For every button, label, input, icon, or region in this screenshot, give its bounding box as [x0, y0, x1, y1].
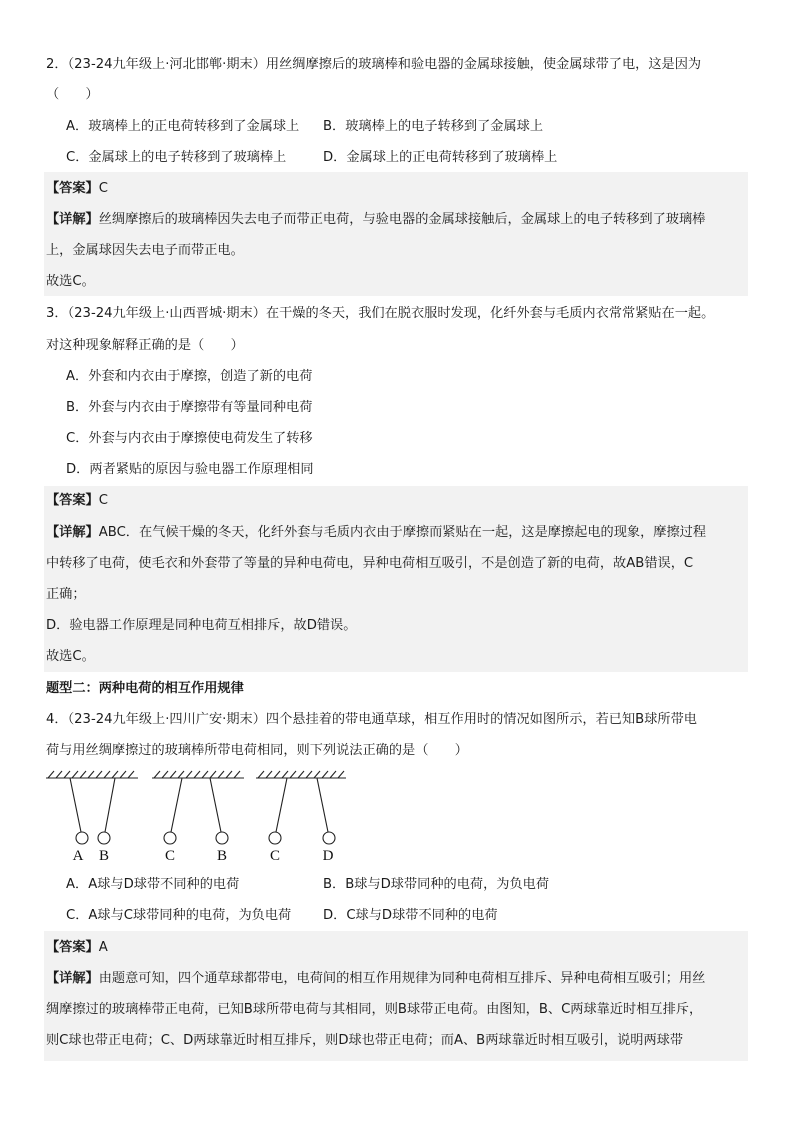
ceiling-hatch-2 — [154, 771, 240, 778]
q2-option-b: B．玻璃棒上的电子转移到了金属球上 — [323, 119, 544, 134]
q3-detail-line1 — [46, 524, 756, 542]
q4-stem-line2: 荷与用丝绸摩擦过的玻璃棒所带电荷相同，则下列说法正确的是（ ） — [46, 743, 468, 758]
q3-answer — [46, 492, 756, 510]
q3-detail-line3: 正确； — [46, 587, 86, 602]
figure-label-a: A — [72, 848, 84, 864]
figure-label-b: B — [216, 848, 228, 864]
string-b-2 — [210, 778, 221, 832]
figure-label-d: D — [322, 848, 334, 864]
q4-stem-line1: 4．（23-24九年级上·四川广安·期末）四个悬挂着的带电通草球，相互作用时的情况如图所示，若已知B球所带电 — [46, 712, 697, 727]
string-d — [317, 778, 328, 832]
answer-value: C — [98, 493, 108, 508]
ball-c-2 — [269, 832, 281, 844]
figure-label-c: C — [269, 848, 281, 864]
q4-option-b: B．B球与D球带同种的电荷，为负电荷 — [323, 877, 550, 892]
answer-value: A — [98, 940, 108, 955]
q4-option-a: A．A球与D球带不同种的电荷 — [66, 877, 240, 892]
q4-detail-line2: 绸摩擦过的玻璃棒带正电荷，已知B球所带电荷与其相同，则B球带正电荷。由图知，B、C两球靠近时相互排斥， — [46, 1002, 703, 1017]
q4-detail-line1 — [46, 970, 756, 988]
detail-text: 由题意可知，四个通草球都带电，电荷间的相互作用规律为同种电荷相互排斥、异种电荷相互吸引；用丝 — [98, 971, 706, 986]
q2-detail-line2: 上，金属球因失去电子而带正电。 — [46, 243, 244, 258]
q4-detail-line3: 则C球也带正电荷；C、D两球靠近时相互排斥，则D球也带正电荷；而A、B两球靠近时相互吸引，说明两球带 — [46, 1033, 684, 1048]
string-b-1 — [105, 778, 115, 832]
q2-option-d: D．金属球上的正电荷转移到了玻璃棒上 — [323, 150, 558, 165]
q3-detail-line4: D．验电器工作原理是同种电荷互相排斥，故D错误。 — [46, 618, 357, 633]
answer-tag: 【答案】 — [46, 493, 99, 508]
ball-a — [76, 832, 88, 844]
figure-label-c: C — [164, 848, 176, 864]
answer-value: C — [98, 181, 108, 196]
q2-option-c: C．金属球上的电子转移到了玻璃棒上 — [66, 150, 287, 165]
ball-d — [323, 832, 335, 844]
ceiling-hatch-1 — [48, 771, 134, 778]
ball-b-2 — [216, 832, 228, 844]
answer-block-q3 — [44, 486, 748, 672]
q4-figure-hanging-balls — [40, 768, 360, 868]
q2-detail-line1 — [46, 211, 756, 229]
q4-option-d: D．C球与D球带不同种的电荷 — [323, 908, 498, 923]
q3-conclusion: 故选C。 — [46, 649, 95, 664]
q2-stem-line2: （ ） — [46, 87, 99, 102]
q3-option-b: B．外套与内衣由于摩擦带有等量同种电荷 — [66, 400, 313, 415]
ceiling-hatch-3 — [258, 771, 344, 778]
section-title: 题型二：两种电荷的相互作用规律 — [46, 681, 244, 696]
detail-tag: 【详解】 — [46, 971, 99, 986]
detail-tag: 【详解】 — [46, 525, 99, 540]
q4-option-c: C．A球与C球带同种的电荷，为负电荷 — [66, 908, 292, 923]
string-c-2 — [276, 778, 287, 832]
q3-option-a: A．外套和内衣由于摩擦，创造了新的电荷 — [66, 369, 313, 384]
string-a — [70, 778, 81, 832]
q3-option-c: C．外套与内衣由于摩擦使电荷发生了转移 — [66, 431, 313, 446]
q3-detail-line2: 中转移了电荷，使毛衣和外套带了等量的异种电荷电，异种电荷相互吸引，不是创造了新的电荷，故AB错误，C — [46, 556, 694, 571]
q2-option-a: A．玻璃棒上的正电荷转移到了金属球上 — [66, 119, 300, 134]
figure-label-b: B — [98, 848, 110, 864]
q3-option-d: D．两者紧贴的原因与验电器工作原理相同 — [66, 462, 314, 477]
q4-answer — [46, 939, 756, 957]
detail-text: 丝绸摩擦后的玻璃棒因失去电子而带正电荷，与验电器的金属球接触后，金属球上的电子转移到了玻璃棒 — [98, 212, 706, 227]
ball-c-1 — [164, 832, 176, 844]
answer-tag: 【答案】 — [46, 181, 99, 196]
q2-answer — [46, 180, 756, 198]
detail-text: ABC．在气候干燥的冬天，化纤外套与毛质内衣由于摩擦而紧贴在一起，这是摩擦起电的现象，摩擦过程 — [98, 525, 707, 540]
ball-b-1 — [98, 832, 110, 844]
q3-stem-line2: 对这种现象解释正确的是（ ） — [46, 338, 244, 353]
string-c-1 — [171, 778, 182, 832]
detail-tag: 【详解】 — [46, 212, 99, 227]
q2-stem-line1: 2．（23-24九年级上·河北邯郸·期末）用丝绸摩擦后的玻璃棒和验电器的金属球接触，使金属球带了电，这是因为 — [46, 57, 702, 72]
q3-stem-line1: 3．（23-24九年级上·山西晋城·期末）在干燥的冬天，我们在脱衣服时发现，化纤外套与毛质内衣常常紧贴在一起。 — [46, 306, 715, 321]
q2-conclusion: 故选C。 — [46, 274, 95, 289]
answer-tag: 【答案】 — [46, 940, 99, 955]
